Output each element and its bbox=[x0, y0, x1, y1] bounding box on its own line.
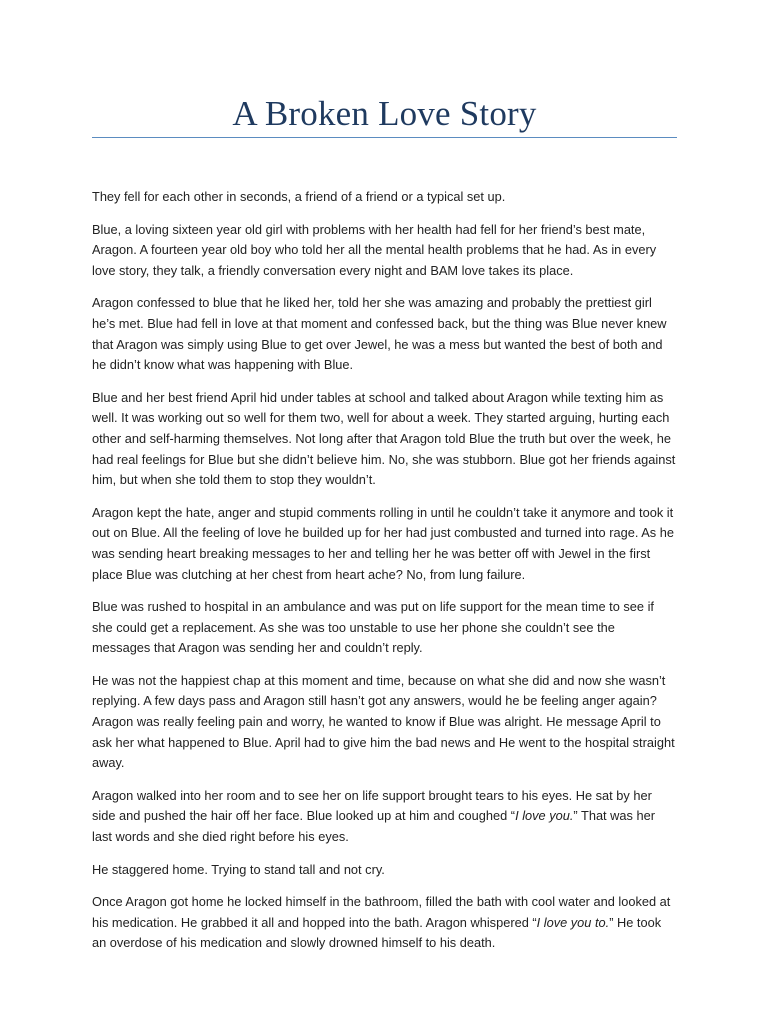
paragraph-6: Blue was rushed to hospital in an ambulance and was put on life support for the mean time to see if she could get a replacement. As she was too unstable to use her phone she couldn’t see the messages that Aragon was sending her and couldn’t reply. bbox=[92, 599, 654, 656]
paragraph-10-quote: I love you to. bbox=[536, 914, 610, 930]
page-title: A Broken Love Story bbox=[232, 94, 537, 133]
paragraph-3: Aragon confessed to blue that he liked her, told her she was amazing and probably the prettiest girl he’s met. Blue had fell in love at that moment and confessed back, but the thing was Blue never knew that Aragon was simply using Blue to get over Jewel, he was a mess but wanted the best of both and he didn’t know what was happening with Blue. bbox=[92, 295, 667, 373]
paragraph-8-quote: I love you. bbox=[515, 808, 574, 824]
paragraph-7: He was not the happiest chap at this moment and time, because on what she did and now she wasn’t replying. A few days pass and Aragon still hasn’t got any answers, would he be feeling anger again? Aragon was really feeling pain and worry, he wanted to know if Blue was alright. He message April to ask her what happened to Blue. April had to give him the bad news and He went to the hospital straight away. bbox=[92, 672, 675, 771]
paragraph-8 bbox=[92, 786, 676, 848]
document-body bbox=[92, 187, 676, 966]
paragraph-9: He staggered home. Trying to stand tall and not cry. bbox=[92, 861, 385, 877]
title-divider bbox=[92, 137, 677, 138]
paragraph-2: Blue, a loving sixteen year old girl with problems with her health had fell for her friend’s best mate, Aragon. A fourteen year old boy who told her all the mental health problems that he had. As in every love story, they talk, a friendly conversation every night and BAM love takes its place. bbox=[92, 221, 657, 278]
paragraph-8-text-after: ” That was her last words and she died right before his eyes. bbox=[92, 808, 655, 845]
paragraph-10-text-after: ” He took an overdose of his medication and slowly drowned himself to his death. bbox=[92, 914, 662, 951]
paragraph-4: Blue and her best friend April hid under tables at school and talked about Aragon while texting him as well. It was working out so well for them two, well for about a week. They started arguing, hurting each other and self-harming themselves. Not long after that Aragon told Blue the truth but over the week, he had real feelings for Blue but she didn’t believe him. No, she was stubborn. Blue got her friends against him, but when she told them to stop they wouldn’t. bbox=[92, 389, 676, 488]
paragraph-8-text-before: Aragon walked into her room and to see her on life support brought tears to his eyes. He sat by her side and pushed the hair off her face. Blue looked up at him and coughed “ bbox=[92, 787, 652, 824]
paragraph-5: Aragon kept the hate, anger and stupid comments rolling in until he couldn’t take it anymore and took it out on Blue. All the feeling of love he builded up for her had just combusted and turned into rage. As he was sending heart breaking messages to her and telling her he was better off with Jewel in the first place Blue was clutching at her chest from heart ache? No, from lung failure. bbox=[92, 504, 674, 582]
paragraph-1: They fell for each other in seconds, a friend of a friend or a typical set up. bbox=[92, 189, 506, 204]
paragraph-10 bbox=[92, 892, 676, 954]
paragraph-10-text-before: Once Aragon got home he locked himself in the bathroom, filled the bath with cool water and looked at his medication. He grabbed it all and hopped into the bath. Aragon whispered “ bbox=[92, 894, 671, 930]
